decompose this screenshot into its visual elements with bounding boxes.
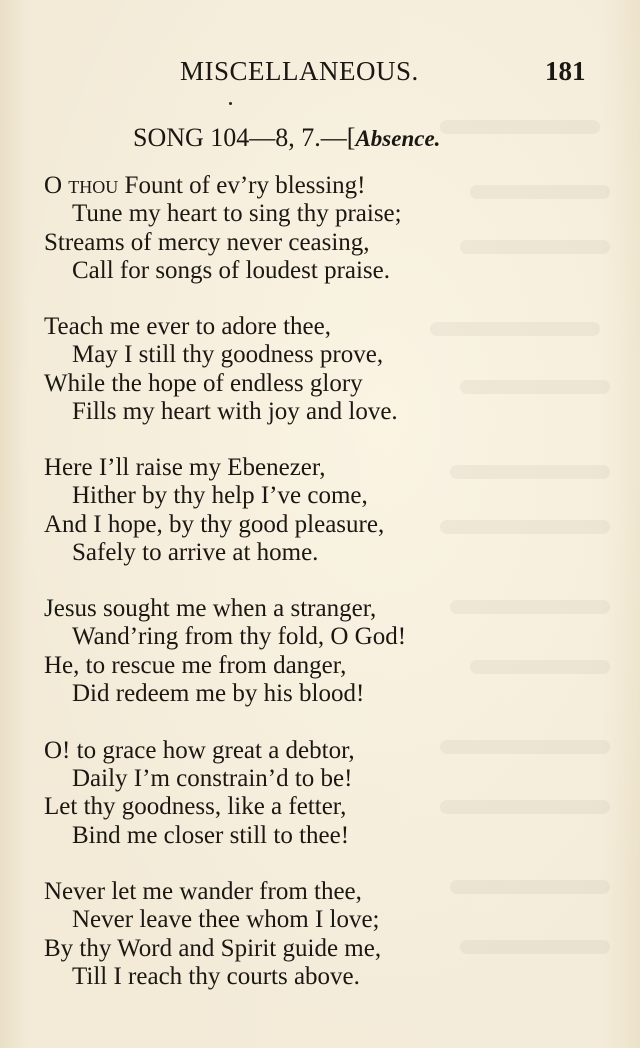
verse-line: Till I reach thy courts above. <box>72 963 360 990</box>
song-heading <box>133 123 440 153</box>
verse-line: May I still thy goodness prove, <box>72 341 384 368</box>
verse-line: Tune my heart to sing thy praise; <box>72 200 402 227</box>
verse-line: Hither by thy help I’ve come, <box>72 482 368 509</box>
verse-line: He, to rescue me from danger, <box>44 652 347 679</box>
verse-line: Never leave thee whom I love; <box>72 906 380 933</box>
verse-line: Did redeem me by his blood! <box>72 680 365 707</box>
verse-line: Here I’ll raise my Ebenezer, <box>44 454 326 481</box>
verse-line <box>44 172 366 200</box>
verse-line: Let thy goodness, like a fetter, <box>44 793 347 820</box>
verse-line: Wand’ring from thy fold, O God! <box>72 623 407 650</box>
ink-speck <box>229 102 232 105</box>
verse-line-rest: Fount of ev’ry blessing! <box>118 172 366 199</box>
verse-line: Safely to arrive at home. <box>72 539 319 566</box>
verse-line: Call for songs of loudest praise. <box>72 257 391 284</box>
verse-line: O! to grace how great a debtor, <box>44 737 355 764</box>
opening-words: O thou <box>44 172 119 199</box>
verse-line: Streams of mercy never ceasing, <box>44 229 370 256</box>
verse-line: Never let me wander from thee, <box>44 878 362 905</box>
verse-line: While the hope of endless glory <box>44 370 363 397</box>
page-number: 181 <box>545 56 586 86</box>
verse-line: By thy Word and Spirit guide me, <box>44 935 382 962</box>
verse-line: Fills my heart with joy and love. <box>72 398 398 425</box>
verse-line: Bind me closer still to thee! <box>72 822 350 849</box>
tune-name: Absence. <box>355 126 441 151</box>
verse-line: And I hope, by thy good pleasure, <box>44 511 385 538</box>
running-header-title: MISCELLANEOUS. <box>180 56 419 86</box>
verse-line: Daily I’m constrain’d to be! <box>72 765 353 792</box>
verse-line: Teach me ever to adore thee, <box>44 313 331 340</box>
song-number-meter: SONG 104—8, 7.—[ <box>133 123 356 152</box>
verse-line: Jesus sought me when a stranger, <box>44 595 377 622</box>
